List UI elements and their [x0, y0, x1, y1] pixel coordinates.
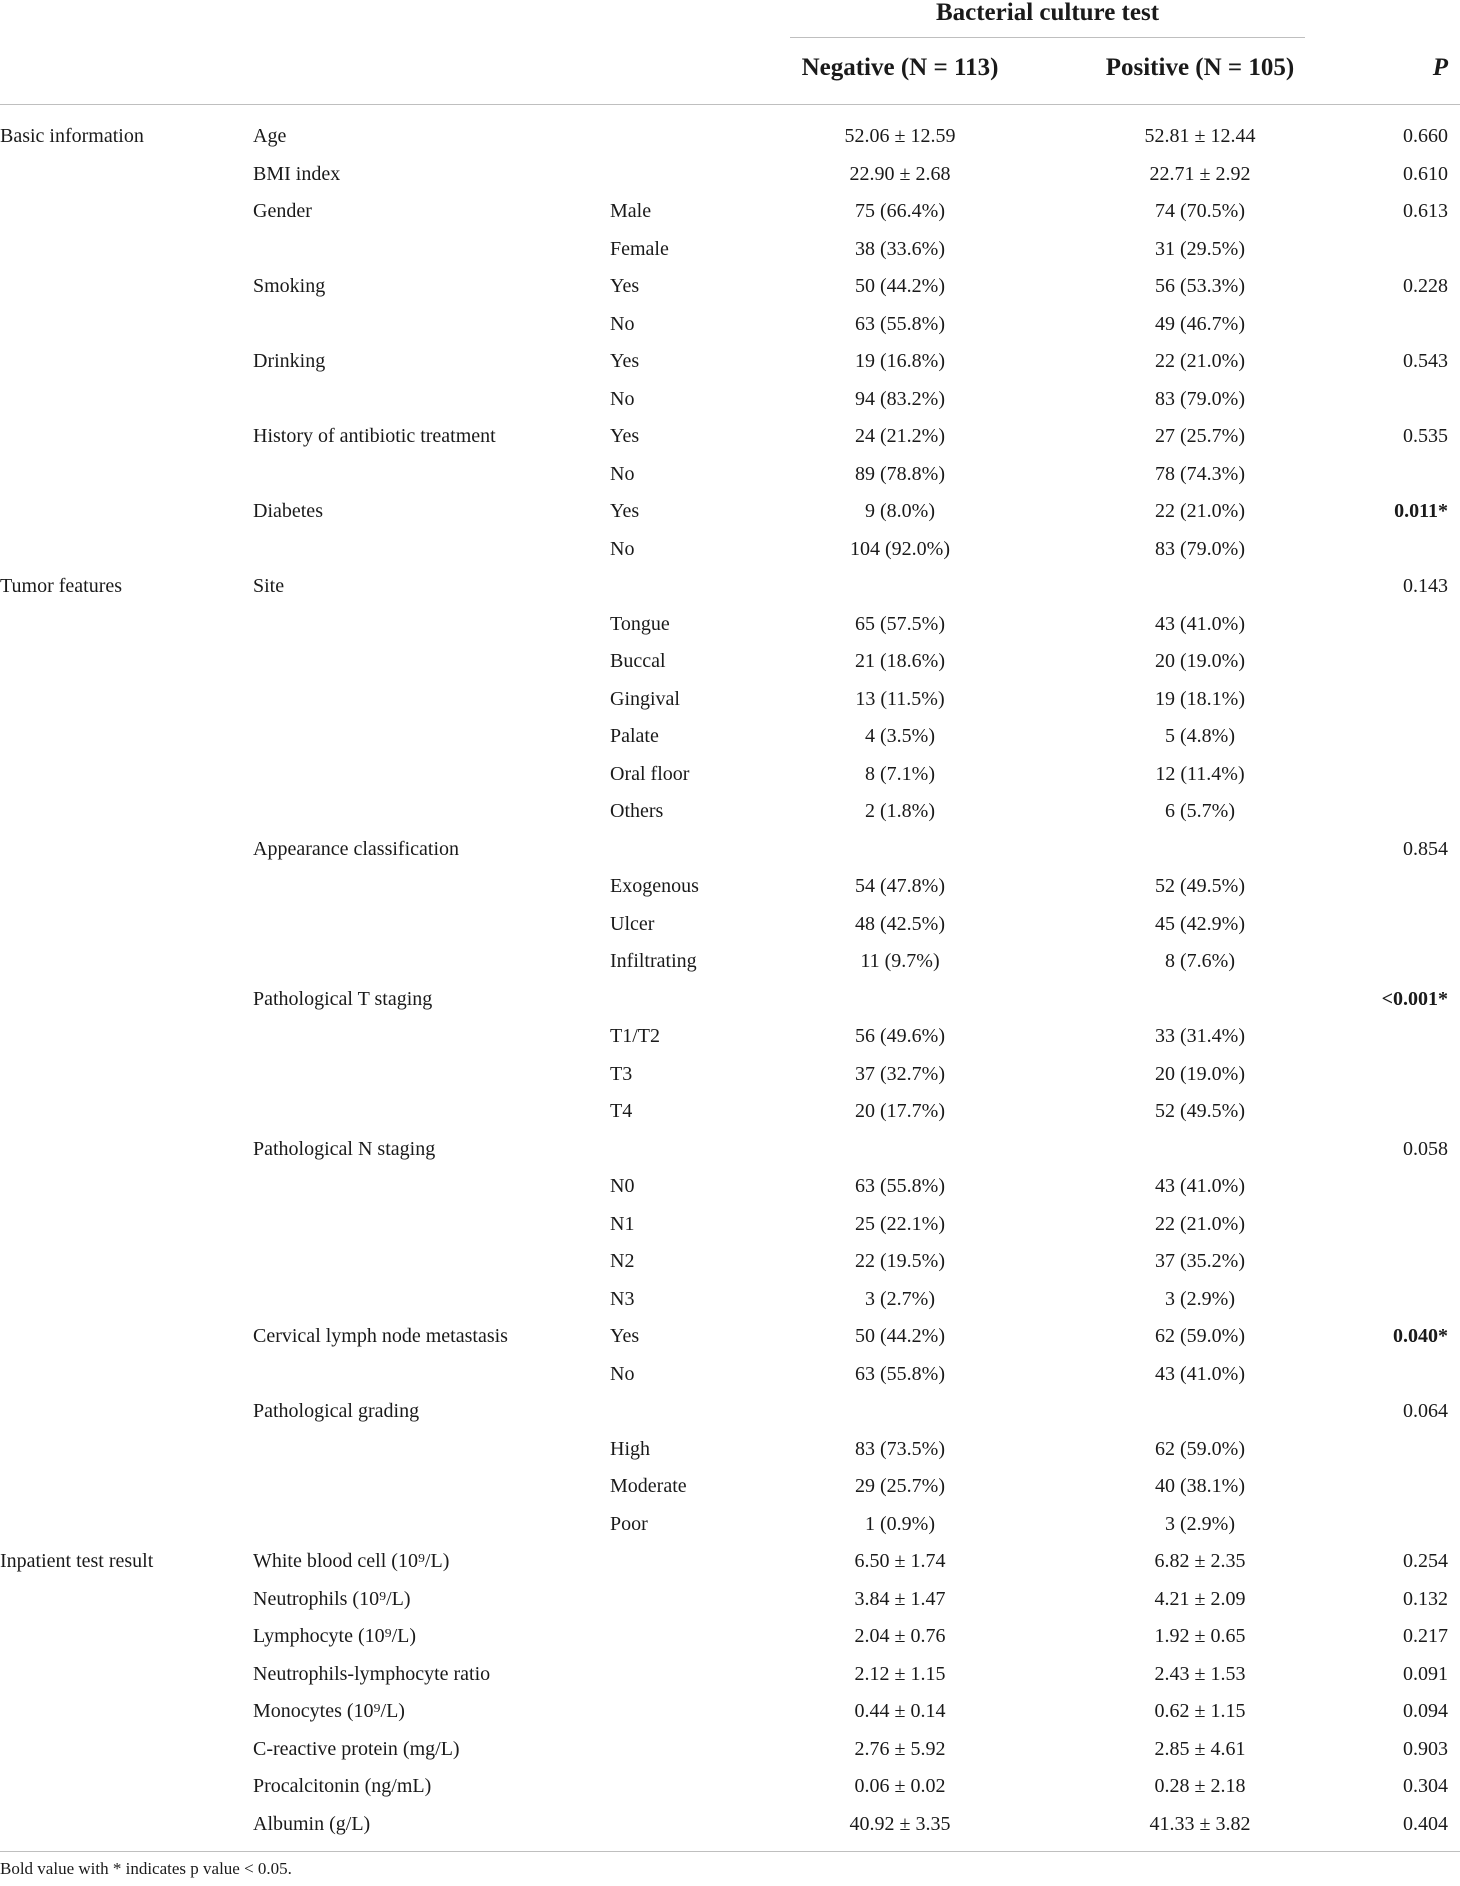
row-positive: 12 (11.4%): [1155, 762, 1245, 785]
table-row: [0, 1431, 1460, 1469]
row-variable: Pathological N staging: [253, 1137, 436, 1160]
row-variable: Drinking: [253, 350, 326, 372]
row-negative: 37 (32.7%): [855, 1062, 945, 1085]
row-level: N2: [610, 1250, 635, 1272]
row-negative: 3 (2.7%): [865, 1287, 935, 1310]
header-negative: Negative (N = 113): [801, 54, 999, 81]
row-positive: 22 (21.0%): [1155, 500, 1245, 522]
row-p-value: 0.228: [1403, 275, 1448, 297]
row-negative: 0.44 ± 0.14: [854, 1700, 946, 1722]
row-positive: 6 (5.7%): [1165, 800, 1235, 822]
row-negative: 21 (18.6%): [855, 650, 945, 672]
row-level: Others: [610, 800, 664, 822]
row-negative: 24 (21.2%): [855, 425, 945, 447]
row-variable: Age: [253, 125, 287, 147]
table-row: [0, 1018, 1460, 1056]
row-variable: Monocytes (10⁹/L): [253, 1700, 405, 1722]
row-variable: Albumin (g/L): [253, 1812, 371, 1835]
table-row: [0, 1543, 1460, 1581]
row-positive: 8 (7.6%): [1165, 950, 1235, 972]
row-level: No: [610, 387, 635, 410]
row-negative: 4 (3.5%): [865, 725, 935, 747]
row-negative: 3.84 ± 1.47: [854, 1587, 946, 1610]
row-positive: 19 (18.1%): [1155, 687, 1245, 710]
row-level: N1: [610, 1212, 635, 1235]
row-section: Tumor features: [0, 575, 123, 597]
row-level: Buccal: [610, 650, 666, 672]
row-positive: 43 (41.0%): [1155, 612, 1245, 635]
row-positive: 83 (79.0%): [1155, 387, 1245, 410]
table-row: [0, 831, 1460, 869]
row-p-value: 0.660: [1403, 125, 1448, 147]
row-negative: 38 (33.6%): [855, 237, 945, 260]
row-negative: 22.90 ± 2.68: [849, 162, 951, 185]
row-negative: 2.76 ± 5.92: [854, 1737, 946, 1760]
row-positive: 3 (2.9%): [1165, 1512, 1235, 1535]
row-negative: 63 (55.8%): [855, 1362, 945, 1385]
row-level: Poor: [610, 1512, 648, 1535]
row-level: N0: [610, 1175, 635, 1197]
row-positive: 2.43 ± 1.53: [1154, 1662, 1246, 1685]
table-body: [0, 118, 1460, 1843]
table-row: [0, 1468, 1460, 1506]
row-negative: 22 (19.5%): [855, 1250, 945, 1272]
row-negative: 9 (8.0%): [865, 500, 935, 522]
row-positive: 20 (19.0%): [1155, 1062, 1245, 1085]
table-row: [0, 118, 1460, 156]
row-positive: 78 (74.3%): [1155, 462, 1245, 485]
row-level: Yes: [610, 425, 640, 447]
table-row: [0, 1506, 1460, 1544]
row-p-value: 0.040*: [1393, 1325, 1448, 1347]
row-variable: Diabetes: [253, 500, 323, 522]
table-row: [0, 156, 1460, 194]
row-positive: 0.62 ± 1.15: [1154, 1700, 1246, 1722]
bottom-rule: [0, 1851, 1460, 1852]
row-variable: History of antibiotic treatment: [253, 425, 496, 447]
row-variable: Neutrophils-lymphocyte ratio: [253, 1662, 491, 1685]
row-p-value: 0.613: [1403, 200, 1448, 222]
table-row: [0, 568, 1460, 606]
row-level: Tongue: [610, 612, 670, 635]
footnote: Bold value with * indicates p value < 0.05.: [0, 1859, 292, 1878]
header-positive: Positive (N = 105): [1105, 54, 1295, 81]
table-row: [0, 1618, 1460, 1656]
row-level: Yes: [610, 1325, 640, 1347]
row-negative: 65 (57.5%): [855, 612, 945, 635]
row-level: T3: [610, 1062, 633, 1085]
table-row: [0, 1206, 1460, 1244]
row-positive: 62 (59.0%): [1155, 1325, 1245, 1347]
row-level: T1/T2: [610, 1025, 660, 1047]
row-positive: 52 (49.5%): [1155, 875, 1245, 897]
row-negative: 104 (92.0%): [850, 537, 950, 560]
row-level: Yes: [610, 350, 640, 372]
row-negative: 11 (9.7%): [860, 950, 940, 972]
row-negative: 8 (7.1%): [865, 762, 935, 785]
row-negative: 56 (49.6%): [855, 1025, 945, 1047]
row-variable: Pathological grading: [253, 1400, 420, 1422]
row-level: Female: [610, 237, 669, 260]
row-negative: 20 (17.7%): [855, 1100, 945, 1122]
row-p-value: 0.094: [1403, 1700, 1448, 1722]
row-p-value: 0.058: [1403, 1137, 1448, 1160]
table-row: [0, 1693, 1460, 1731]
row-level: Gingival: [610, 687, 680, 710]
table-row: [0, 231, 1460, 269]
row-level: T4: [610, 1100, 633, 1122]
row-level: No: [610, 312, 635, 335]
row-p-value: 0.091: [1403, 1662, 1448, 1685]
row-variable: Pathological T staging: [253, 987, 433, 1010]
table-row: [0, 1806, 1460, 1844]
table-row: [0, 1356, 1460, 1394]
row-negative: 63 (55.8%): [855, 1175, 945, 1197]
table-row: [0, 681, 1460, 719]
table-row: [0, 1131, 1460, 1169]
row-positive: 22.71 ± 2.92: [1149, 162, 1251, 185]
table-row: [0, 718, 1460, 756]
row-positive: 62 (59.0%): [1155, 1437, 1245, 1460]
row-positive: 43 (41.0%): [1155, 1362, 1245, 1385]
table-row: [0, 606, 1460, 644]
row-negative: 75 (66.4%): [855, 200, 945, 222]
row-variable: C-reactive protein (mg/L): [253, 1737, 460, 1760]
row-variable: Gender: [253, 200, 312, 222]
row-level: High: [610, 1437, 650, 1460]
row-variable: Cervical lymph node metastasis: [253, 1325, 508, 1347]
row-p-value: 0.854: [1403, 837, 1448, 860]
row-positive: 3 (2.9%): [1165, 1287, 1235, 1310]
table-row: [0, 343, 1460, 381]
table-row: [0, 1056, 1460, 1094]
row-positive: 83 (79.0%): [1155, 537, 1245, 560]
table-row: [0, 1656, 1460, 1694]
table-row: [0, 1093, 1460, 1131]
table-row: [0, 268, 1460, 306]
row-negative: 2.04 ± 0.76: [854, 1625, 946, 1647]
row-variable: Appearance classification: [253, 837, 460, 860]
row-section: Inpatient test result: [0, 1550, 154, 1572]
row-level: Palate: [610, 725, 659, 747]
row-negative: 89 (78.8%): [855, 462, 945, 485]
row-p-value: 0.304: [1403, 1775, 1448, 1797]
row-p-value: 0.903: [1403, 1737, 1448, 1760]
row-level: Yes: [610, 275, 640, 297]
table-row: [0, 531, 1460, 569]
row-positive: 22 (21.0%): [1155, 350, 1245, 372]
row-level: Exogenous: [610, 875, 699, 897]
row-p-value: 0.610: [1403, 162, 1448, 185]
row-level: N3: [610, 1287, 635, 1310]
row-negative: 54 (47.8%): [855, 875, 945, 897]
row-negative: 63 (55.8%): [855, 312, 945, 335]
row-level: No: [610, 537, 635, 560]
row-positive: 2.85 ± 4.61: [1154, 1737, 1246, 1760]
row-p-value: 0.404: [1403, 1812, 1448, 1835]
table-row: [0, 418, 1460, 456]
row-positive: 49 (46.7%): [1155, 312, 1245, 335]
row-positive: 6.82 ± 2.35: [1154, 1550, 1246, 1572]
row-level: Yes: [610, 500, 640, 522]
row-positive: 31 (29.5%): [1155, 237, 1245, 260]
row-level: Male: [610, 200, 652, 222]
row-variable: Neutrophils (10⁹/L): [253, 1587, 411, 1610]
table-row: [0, 456, 1460, 494]
header-p: P: [1432, 54, 1448, 81]
row-positive: 41.33 ± 3.82: [1149, 1812, 1251, 1835]
row-p-value: <0.001*: [1381, 987, 1448, 1010]
table-row: [0, 981, 1460, 1019]
header-rule: [0, 104, 1460, 105]
row-positive: 56 (53.3%): [1155, 275, 1245, 297]
table-row: [0, 381, 1460, 419]
row-p-value: 0.143: [1403, 575, 1448, 597]
row-negative: 29 (25.7%): [855, 1475, 945, 1497]
row-variable: Site: [253, 575, 285, 597]
row-level: No: [610, 1362, 635, 1385]
row-negative: 48 (42.5%): [855, 912, 945, 935]
row-p-value: 0.132: [1403, 1587, 1448, 1610]
row-positive: 52 (49.5%): [1155, 1100, 1245, 1122]
table-row: [0, 1168, 1460, 1206]
row-positive: 0.28 ± 2.18: [1154, 1775, 1246, 1797]
row-negative: 50 (44.2%): [855, 275, 945, 297]
row-level: Oral floor: [610, 762, 690, 785]
table-row: [0, 943, 1460, 981]
row-level: Infiltrating: [610, 950, 697, 972]
row-p-value: 0.011*: [1394, 500, 1448, 522]
row-p-value: 0.254: [1403, 1550, 1448, 1572]
row-p-value: 0.217: [1403, 1625, 1448, 1647]
row-positive: 20 (19.0%): [1155, 650, 1245, 672]
row-variable: Smoking: [253, 275, 326, 297]
row-positive: 43 (41.0%): [1155, 1175, 1245, 1197]
header-group-label: Bacterial culture test: [935, 0, 1160, 26]
row-negative: 2 (1.8%): [865, 800, 935, 822]
table-row: [0, 1731, 1460, 1769]
row-level: Ulcer: [610, 912, 655, 935]
table-row: [0, 643, 1460, 681]
table-row: [0, 868, 1460, 906]
row-p-value: 0.535: [1403, 425, 1448, 447]
row-positive: 40 (38.1%): [1155, 1475, 1245, 1497]
table-row: [0, 493, 1460, 531]
table-row: [0, 1393, 1460, 1431]
table-row: [0, 906, 1460, 944]
row-positive: 37 (35.2%): [1155, 1250, 1245, 1272]
table-row: [0, 756, 1460, 794]
table-row: [0, 193, 1460, 231]
row-positive: 27 (25.7%): [1155, 425, 1245, 447]
row-positive: 4.21 ± 2.09: [1154, 1587, 1246, 1610]
row-positive: 45 (42.9%): [1155, 912, 1245, 935]
row-negative: 1 (0.9%): [865, 1512, 935, 1535]
row-negative: 40.92 ± 3.35: [849, 1812, 951, 1835]
row-negative: 6.50 ± 1.74: [854, 1550, 946, 1572]
row-p-value: 0.543: [1403, 350, 1448, 372]
row-negative: 50 (44.2%): [855, 1325, 945, 1347]
row-level: Moderate: [610, 1475, 687, 1497]
row-level: No: [610, 462, 635, 485]
row-negative: 52.06 ± 12.59: [844, 125, 956, 147]
row-positive: 52.81 ± 12.44: [1144, 125, 1256, 147]
row-variable: Procalcitonin (ng/mL): [253, 1775, 432, 1797]
table-row: [0, 1243, 1460, 1281]
row-negative: 19 (16.8%): [855, 350, 945, 372]
row-positive: 33 (31.4%): [1155, 1025, 1245, 1047]
table-row: [0, 1281, 1460, 1319]
table-row: [0, 1768, 1460, 1806]
table-row: [0, 793, 1460, 831]
row-negative: 0.06 ± 0.02: [854, 1775, 946, 1797]
header-group-underline: [790, 37, 1305, 38]
table-row: [0, 1318, 1460, 1356]
row-variable: BMI index: [253, 162, 341, 185]
row-negative: 83 (73.5%): [855, 1437, 945, 1460]
row-positive: 5 (4.8%): [1165, 725, 1235, 747]
row-negative: 13 (11.5%): [855, 687, 945, 710]
row-negative: 25 (22.1%): [855, 1212, 945, 1235]
table-row: [0, 306, 1460, 344]
row-section: Basic information: [0, 125, 144, 147]
row-positive: 74 (70.5%): [1155, 200, 1245, 222]
row-negative: 2.12 ± 1.15: [854, 1662, 946, 1685]
row-variable: White blood cell (10⁹/L): [253, 1550, 450, 1572]
row-p-value: 0.064: [1403, 1400, 1448, 1422]
row-positive: 22 (21.0%): [1155, 1212, 1245, 1235]
table-row: [0, 1581, 1460, 1619]
row-negative: 94 (83.2%): [855, 387, 945, 410]
row-positive: 1.92 ± 0.65: [1154, 1625, 1246, 1647]
row-variable: Lymphocyte (10⁹/L): [253, 1625, 417, 1647]
